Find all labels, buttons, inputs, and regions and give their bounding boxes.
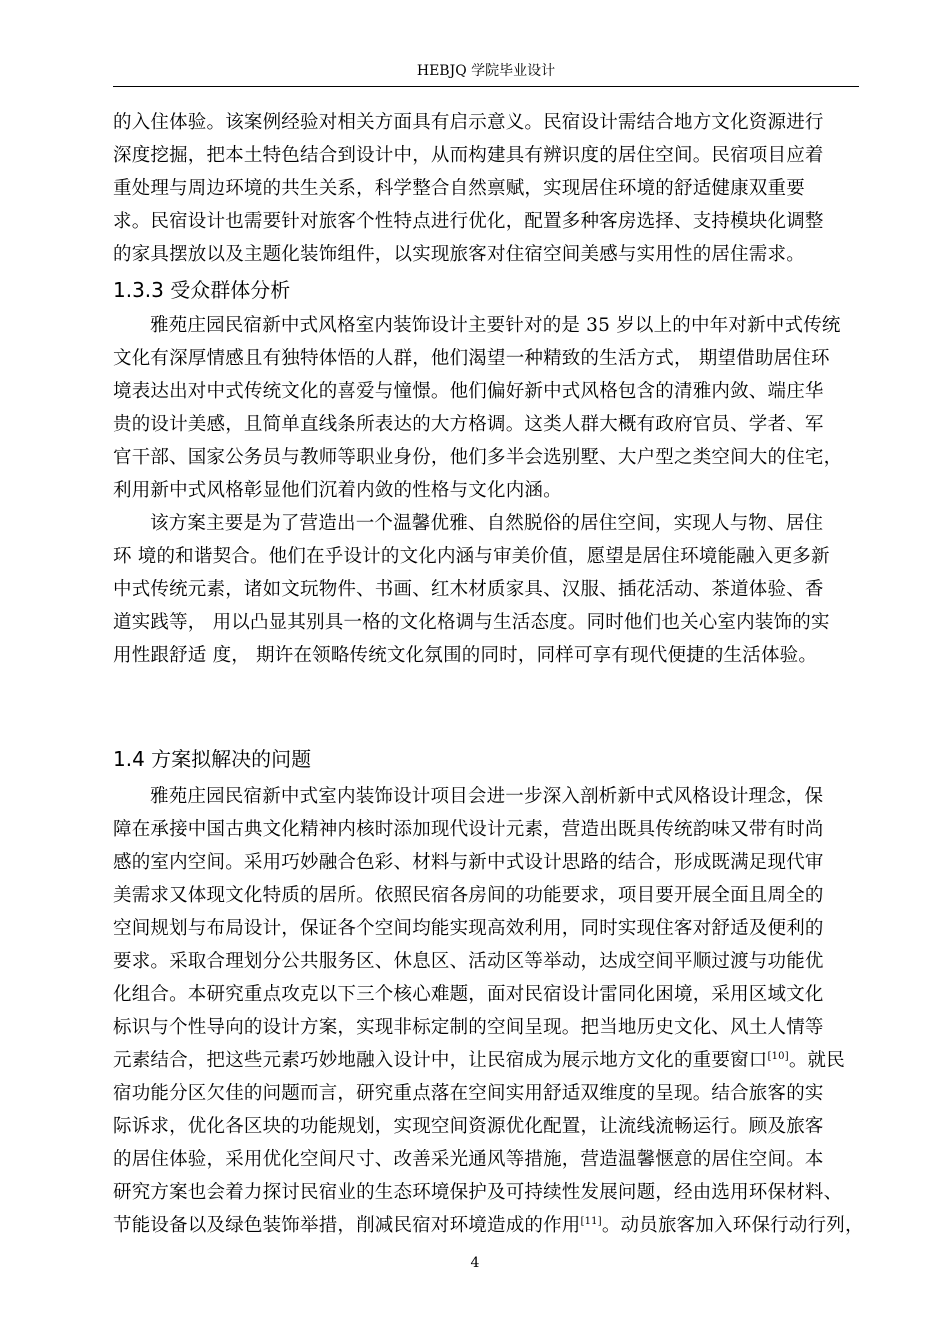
text-line: 道实践等， 用以凸显其别具一格的文化格调与生活态度。同时他们也关心室内装饰的实: [113, 612, 830, 633]
text-line: 求。民宿设计也需要针对旅客个性特点进行优化，配置多种客房选择、支持模块化调整: [113, 211, 824, 232]
text-line: 障在承接中国古典文化精神内核时添加现代设计元素，营造出既具传统韵味又带有时尚: [113, 819, 824, 840]
text-line: 文化有深厚情感且有独特体悟的人群，他们渴望一种精致的生活方式， 期望借助居住环: [113, 348, 830, 369]
text-line: 的入住体验。该案例经验对相关方面具有启示意义。民宿设计需结合地方文化资源进行: [113, 112, 824, 133]
text-line-with-citation: [113, 1209, 865, 1242]
text-fragment: 节能设备以及绿色装饰举措，削减民宿对环境造成的作用: [113, 1215, 581, 1236]
text-line-with-citation: [113, 1044, 865, 1077]
text-line: 雅苑庄园民宿新中式风格室内装饰设计主要针对的是 35 岁以上的中年对新中式传统: [150, 315, 841, 336]
text-line: 环 境的和谐契合。他们在乎设计的文化内涵与审美价值，愿望是居住环境能融入更多新: [113, 546, 830, 567]
text-line: 研究方案也会着力探讨民宿业的生态环境保护及可持续性发展问题，经由选用环保材料、: [113, 1182, 843, 1203]
text-line: 空间规划与布局设计，保证各个空间均能实现高效利用，同时实现住客对舒适及便利的: [113, 918, 824, 939]
header-title: HEBJQ 学院毕业设计: [416, 63, 556, 79]
citation-10: [10]: [767, 1050, 789, 1062]
page-number: 4: [470, 1255, 480, 1271]
text-line: 官干部、国家公务员与教师等职业身份，他们多半会选别墅、大户型之类空间大的住宅，: [113, 447, 843, 468]
text-line: 美需求又体现文化特质的居所。依照民宿各房间的功能要求，项目要开展全面且周全的: [113, 885, 824, 906]
text-line: 境表达出对中式传统文化的喜爱与憧憬。他们偏好新中式风格包含的清雅内敛、端庄华: [113, 381, 824, 402]
page-body: [113, 106, 865, 1242]
text-line: 重处理与周边环境的共生关系，科学整合自然禀赋，实现居住环境的舒适健康双重要: [113, 178, 805, 199]
text-line: 贵的设计美感，且简单直线条所表达的大方格调。这类人群大概有政府官员、学者、军: [113, 414, 824, 435]
text-line: 感的室内空间。采用巧妙融合色彩、材料与新中式设计思路的结合，形成既满足现代审: [113, 852, 824, 873]
text-line: 雅苑庄园民宿新中式室内装饰设计项目会进一步深入剖析新中式风格设计理念，保: [150, 786, 824, 807]
text-line: 中式传统元素，诸如文玩物件、书画、红木材质家具、汉服、插花活动、茶道体验、香: [113, 579, 824, 600]
text-fragment: 。就民: [788, 1050, 845, 1071]
text-line: 该方案主要是为了营造出一个温馨优雅、自然脱俗的居住空间，实现人与物、居住: [150, 513, 824, 534]
audience-paragraph-1: [113, 309, 865, 507]
text-line: 际诉求，优化各区块的功能规划，实现空间资源优化配置，让流线流畅运行。顾及旅客: [113, 1116, 824, 1137]
text-line: 深度挖掘，把本土特色结合到设计中，从而构建具有辨识度的居住空间。民宿项目应着: [113, 145, 824, 166]
citation-11: [11]: [580, 1215, 602, 1227]
problems-paragraph: [113, 780, 865, 1242]
text-line: 的居住体验，采用优化空间尺寸、改善采光通风等措施，营造温馨惬意的居住空间。本: [113, 1149, 824, 1170]
text-line: 用性跟舒适 度， 期许在领略传统文化氛围的同时，同样可享有现代便捷的生活体验。: [113, 645, 818, 666]
text-fragment: 元素结合，把这些元素巧妙地融入设计中，让民宿成为展示地方文化的重要窗口: [113, 1050, 768, 1071]
text-line: 标识与个性导向的设计方案，实现非标定制的空间呈现。把当地历史文化、风土人情等: [113, 1017, 824, 1038]
section-heading-1-4: 1.4 方案拟解决的问题: [113, 747, 312, 771]
text-line: 宿功能分区欠佳的问题而言，研究重点落在空间实用舒适双维度的呈现。结合旅客的实: [113, 1083, 824, 1104]
page-header: [113, 60, 859, 87]
text-line: 要求。采取合理划分公共服务区、休息区、活动区等举动，达成空间平顺过渡与功能优: [113, 951, 824, 972]
text-line: 利用新中式风格彰显他们沉着内敛的性格与文化内涵。: [113, 480, 562, 501]
text-fragment: 。动员旅客加入环保行动行列，: [601, 1215, 864, 1236]
text-line: 的家具摆放以及主题化装饰组件，以实现旅客对住宿空间美感与实用性的居住需求。: [113, 244, 805, 265]
audience-paragraph-2: [113, 507, 865, 672]
text-line: 化组合。本研究重点攻克以下三个核心难题，面对民宿设计雷同化困境，采用区域文化: [113, 984, 824, 1005]
section-heading-1-3-3: 1.3.3 受众群体分析: [113, 278, 291, 302]
intro-paragraph: [113, 106, 865, 271]
